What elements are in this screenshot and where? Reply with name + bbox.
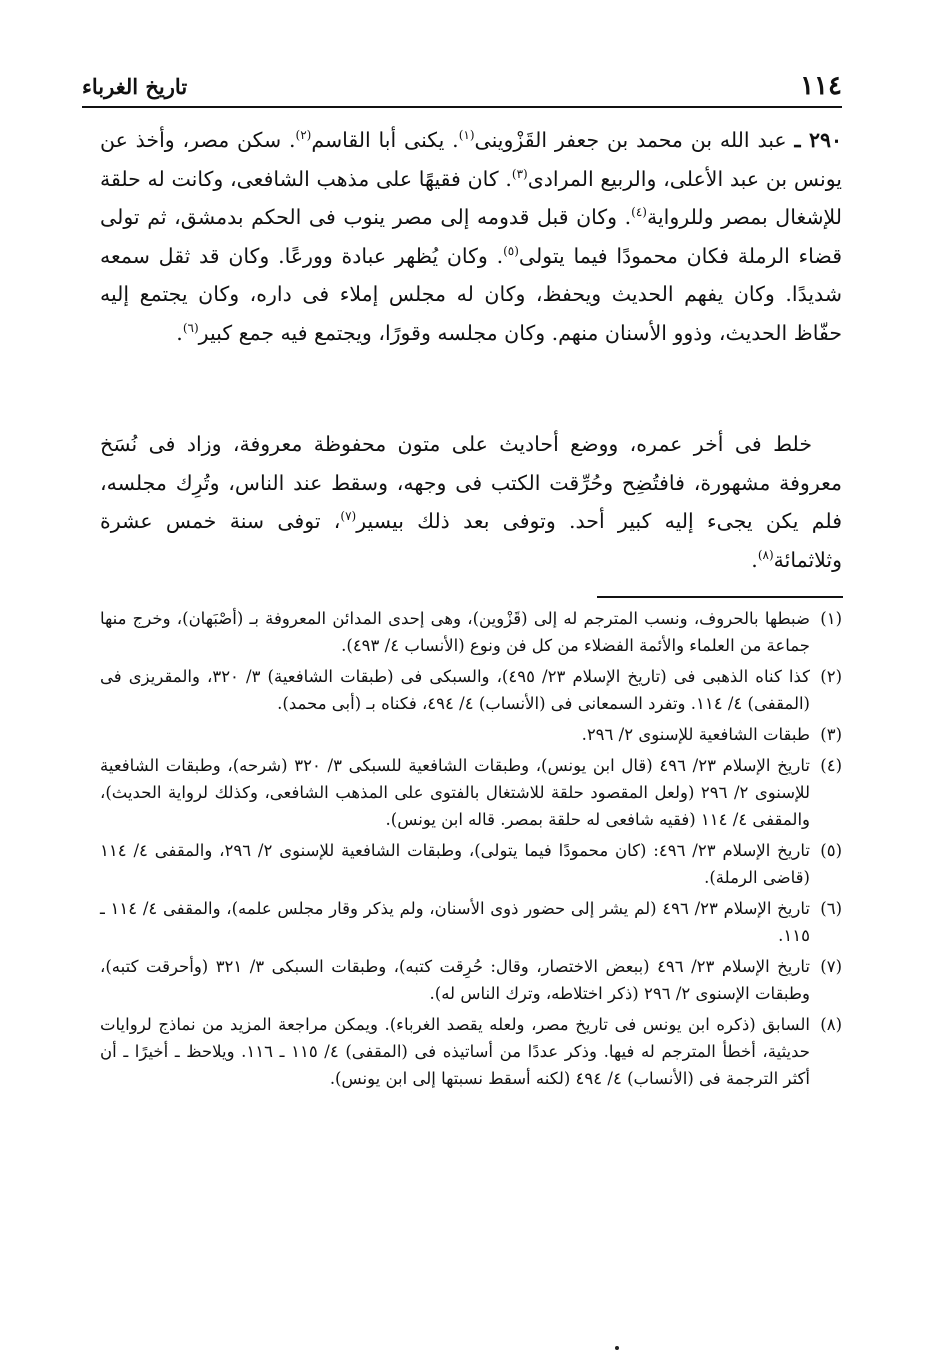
footnote-mark: (١)	[820, 609, 842, 628]
footnote-text: تاريخ الإسلام ٢٣/ ٤٩٦ (لم يشر إلى حضور ذوى الأسنان، ولم يذكر وقار مجلس علمه)، والمقفى ٤/ ١١٤ ـ ١١٥.	[100, 899, 810, 945]
footnotes	[100, 605, 842, 1096]
entry-text: . وكان قبل قدومه إلى مصر ينوب فى الحكم بدمشق، ثم تولى قضاء الرملة فكان محمودًا فيما يتولى	[100, 205, 842, 268]
footnote-text: ضبطها بالحروف، ونسب المترجم له إلى (قَزْوين)، وهى إحدى المدائن المعروفة بـ (أصْبَهان)، وخرج منها جماعة من العلماء والأئمة الفضلاء من كل فن ونوع (الأنساب ٤/ ٤٩٣).	[100, 609, 810, 655]
footnote-mark: (٥)	[820, 841, 842, 860]
footnote-ref: (٨)	[757, 547, 774, 562]
footnote-ref: (٣)	[511, 166, 528, 181]
footnote	[100, 752, 842, 833]
footnote-text: كذا كناه الذهبى فى (تاريخ الإسلام ٢٣/ ٤٩٥)، والسبكى فى (طبقات الشافعية) ٣/ ٣٢٠، والمقريزى فى (المقفى) ٤/ ١١٤. وتفرد السمعانى فى (الأنساب) ٤/ ٤٩٤، فكناه بـ (أبى محمد).	[100, 667, 810, 713]
footnote	[100, 1011, 842, 1092]
footnote-text: طبقات الشافعية للإسنوى ٢/ ٢٩٦.	[581, 725, 810, 744]
entry-text: . وكان يُظهر عبادة وورعًا. وكان قد ثقل سمعه شديدًا. وكان يفهم الحديث ويحفظ، وكان له مجلس إملاء فى داره، وكان يجتمع إليه حفّاظ الحديث، وذوو الأسنان منهم. وكان مجلسه وقورًا، ويجتمع فيه جمع كبير	[100, 243, 842, 345]
footnote-ref: (١)	[458, 128, 475, 143]
footnote-ref: (٦)	[182, 320, 199, 335]
footnote-mark: (٦)	[820, 899, 842, 918]
footnote-ref: (٧)	[340, 509, 357, 524]
footnote	[100, 721, 842, 748]
footnote-mark: (٨)	[820, 1015, 842, 1034]
page-number: ١١٤	[800, 71, 842, 101]
footnote-ref: (٢)	[295, 128, 312, 143]
entry-text: .	[751, 547, 758, 572]
page-header	[82, 66, 842, 108]
entry-text: ، توفى سنة خمس عشرة وثلاثمائة	[100, 509, 842, 572]
entry-text: عبد الله بن محمد بن جعفر القَزْوينى	[474, 128, 787, 152]
footnote	[100, 953, 842, 1007]
entry-text: .	[176, 320, 183, 345]
footnote	[100, 663, 842, 717]
footnote	[100, 837, 842, 891]
footnote-text: السابق (ذكره ابن يونس فى تاريخ مصر، ولعله يقصد الغرباء). ويمكن مراجعة المزيد من نماذج لروايات حديثية، أخطأ المترجم له فيها. وذكر عددًا من أساتيذه فى (المقفى) ٤/ ١١٥ ـ ١١٦. ويلاحظ ـ أخيرًا ـ أن أكثر الترجمة فى (الأنساب) ٤/ ٤٩٤ (لكنه أسقط نسبتها إلى ابن يونس).	[100, 1015, 811, 1088]
footnote	[100, 605, 842, 659]
footnote-mark: (٢)	[820, 667, 842, 686]
footnote-ref: (٥)	[503, 243, 519, 258]
entry-text: . سكن مصر، وأخذ عن يونس بن عبد الأعلى، والربيع المرادى	[100, 128, 842, 191]
entry-number: ٢٩٠ ـ	[794, 128, 842, 152]
footnote	[100, 895, 842, 949]
footnote-ref: (٤)	[631, 205, 647, 220]
running-title: تاريخ الغرباء	[82, 73, 188, 99]
footnote-text: تاريخ الإسلام ٢٣/ ٤٩٦ (قال ابن يونس)، وطبقات الشافعية للسبكى ٣/ ٣٢٠ (شرحه)، وطبقات الشافعية للإسنوى ٢/ ٢٩٦ (ولعل المقصود حلقة للاشتغال بالفتوى على المذهب الشافعى، وكذلك لرواية الحديث)، والمقفى ٤/ ١١٤ (فقيه شافعى له حلقة بمصر. قاله ابن يونس).	[100, 756, 811, 829]
entry-paragraph-1	[100, 121, 842, 352]
footnote-mark: (٧)	[820, 957, 842, 976]
footnote-separator	[597, 596, 843, 598]
entry-paragraph-2	[100, 425, 842, 579]
entry-text: خلط فى أخر عمره، ووضع أحاديث على متون محفوظة معروفة، وزاد فى نُسَخ معروفة مشهورة، فافتُضِح وحُرِّقت الكتب فى وجهه، وسقط عند الناس، وتُرِك مجلسه، فلم يكن يجىء إليه كبير أحد. وتوفى بعد ذلك بيسير	[100, 432, 842, 533]
footnote-mark: (٤)	[820, 756, 842, 775]
footnote-text: تاريخ الإسلام ٢٣/ ٤٩٦ (ببعض الاختصار، وقال: حُرِقت كتبه)، وطبقات السبكى ٣/ ٣٢١ (وأحرقت كتبه)، وطبقات الإسنوى ٢/ ٢٩٦ (ذكر اختلاطه، وترك الناس له).	[100, 957, 810, 1003]
footnote-text: تاريخ الإسلام ٢٣/ ٤٩٦: (كان محمودًا فيما يتولى)، وطبقات الشافعية للإسنوى ٢/ ٢٩٦، والمقفى ٤/ ١١٤ (قاضى الرملة).	[100, 841, 811, 887]
entry-text: . كان فقيهًا على مذهب الشافعى، وكانت له حلقة للإشغال بمصر وللرواية	[100, 166, 842, 229]
entry-text: . يكنى أبا القاسم	[311, 128, 459, 152]
scan-speck	[615, 1346, 619, 1350]
footnote-mark: (٣)	[820, 725, 842, 744]
